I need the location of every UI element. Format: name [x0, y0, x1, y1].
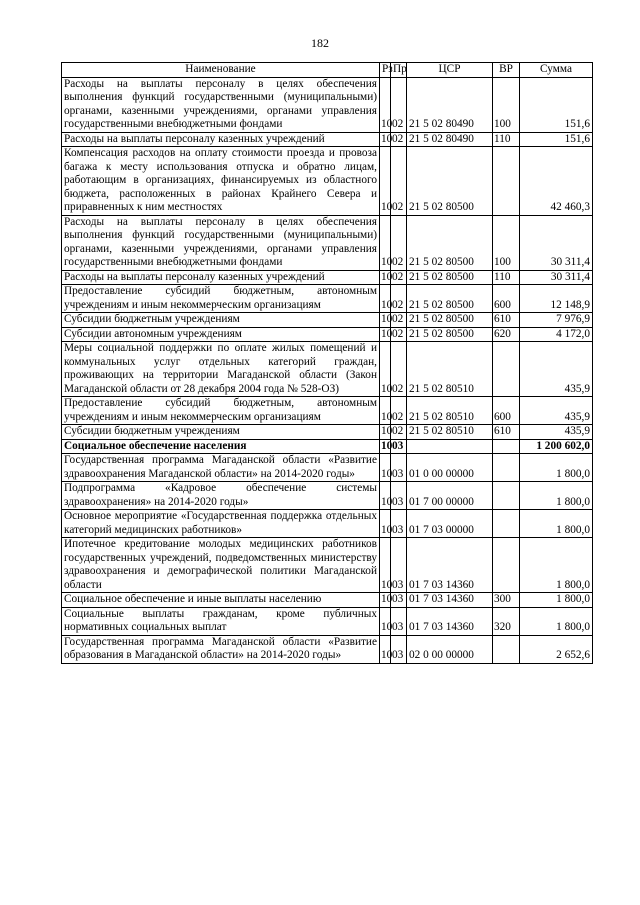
- cell-name: Государственная программа Магаданской области «Развитие образования в Магаданской области» на 2014-2020 годы»: [62, 635, 380, 663]
- table-row: [62, 439, 593, 454]
- cell-vr: 110: [493, 270, 520, 285]
- cell-vr: [493, 342, 520, 397]
- cell-rz: 10: [381, 313, 393, 325]
- cell-sum: 1 800,0: [520, 607, 593, 635]
- cell-csr: [407, 439, 493, 454]
- table-row: [62, 285, 593, 313]
- cell-rz: 10: [381, 439, 393, 452]
- cell-rz: 10: [380, 285, 391, 313]
- cell-csr: 21 5 02 80510: [407, 397, 493, 425]
- table-body: [62, 77, 593, 663]
- page-number: 182: [311, 36, 329, 50]
- table-row: [62, 397, 593, 425]
- cell-sum: 12 148,9: [520, 285, 593, 313]
- header-rz: Рз: [380, 63, 391, 78]
- cell-sum: 42 460,3: [520, 147, 593, 216]
- cell-pr: 03: [391, 635, 407, 663]
- cell-name: Предоставление субсидий бюджетным, автономным учреждениям и иным некоммерческим организациям: [62, 285, 380, 313]
- cell-name: Ипотечное кредитование молодых медицинских работников государственных учреждений, подведомственных министерству здравоохранения и демографической политики Магаданской области: [62, 538, 380, 593]
- cell-csr: 21 5 02 80490: [407, 132, 493, 147]
- table-row: [62, 607, 593, 635]
- cell-rz: 10: [380, 397, 391, 425]
- cell-vr: 100: [493, 215, 520, 270]
- cell-name: Расходы на выплаты персоналу в целях обеспечения выполнения функций государственными (муниципальными) органами, казенными учреждениями, органами управления государственными внебюджетными фондами: [62, 77, 380, 132]
- cell-name: Подпрограмма «Кадровое обеспечение системы здравоохранения» на 2014-2020 годы»: [62, 482, 380, 510]
- cell-name: Субсидии автономным учреждениям: [62, 327, 380, 342]
- cell-sum: 435,9: [520, 342, 593, 397]
- table-row: [62, 593, 593, 608]
- cell-rz: 10: [380, 342, 391, 397]
- table-row: [62, 510, 593, 538]
- cell-vr: 610: [493, 313, 520, 328]
- cell-name: Государственная программа Магаданской области «Развитие здравоохранения Магаданской области» на 2014-2020 годы»: [62, 454, 380, 482]
- cell-sum: 2 652,6: [520, 635, 593, 663]
- table-row: [62, 635, 593, 663]
- header-sum: Сумма: [520, 63, 593, 78]
- cell-vr: [493, 538, 520, 593]
- cell-pr: 02: [391, 313, 407, 328]
- table-row: [62, 342, 593, 397]
- cell-pr: 02: [391, 425, 407, 440]
- table-row: [62, 327, 593, 342]
- cell-vr: 320: [493, 607, 520, 635]
- cell-csr: 01 7 00 00000: [407, 482, 493, 510]
- table-row: [62, 538, 593, 593]
- cell-sum: 30 311,4: [520, 270, 593, 285]
- cell-name: Социальные выплаты гражданам, кроме публичных нормативных социальных выплат: [62, 607, 380, 635]
- cell-csr: 21 5 02 80490: [407, 77, 493, 132]
- cell-pr: 02: [391, 132, 407, 147]
- cell-sum: 1 800,0: [520, 482, 593, 510]
- cell-sum: 151,6: [520, 77, 593, 132]
- cell-vr: [493, 147, 520, 216]
- table-row: [62, 313, 593, 328]
- cell-csr: 21 5 02 80500: [407, 147, 493, 216]
- cell-rz: 10: [381, 270, 393, 283]
- table-row: [62, 132, 593, 147]
- cell-name: Социальное обеспечение и иные выплаты населению: [62, 593, 380, 608]
- cell-rz: 10: [381, 593, 393, 605]
- cell-vr: [493, 482, 520, 510]
- cell-pr: 02: [391, 397, 407, 425]
- cell-rz: 10: [381, 132, 393, 145]
- cell-pr: 03: [391, 593, 407, 608]
- cell-sum: 1 800,0: [520, 538, 593, 593]
- cell-vr: 300: [493, 593, 520, 608]
- cell-pr: 02: [391, 327, 407, 342]
- cell-csr: 01 7 03 14360: [407, 538, 493, 593]
- cell-name: Субсидии бюджетным учреждениям: [62, 313, 380, 328]
- table-row: [62, 77, 593, 132]
- cell-name: Субсидии бюджетным учреждениям: [62, 425, 380, 440]
- cell-csr: 01 7 03 14360: [407, 607, 493, 635]
- cell-name: Компенсация расходов на оплату стоимости проезда и провоза багажа к месту использования отпуска и обратно лицам, работающим в организациях, финансируемых из областного бюджета, расположенных в районах Крайнего Севера и приравненных к ним местностях: [62, 147, 380, 216]
- cell-csr: 21 5 02 80500: [407, 327, 493, 342]
- cell-sum: 30 311,4: [520, 215, 593, 270]
- cell-vr: [493, 454, 520, 482]
- cell-name: Социальное обеспечение населения: [62, 439, 380, 454]
- cell-rz: 10: [381, 327, 393, 340]
- cell-vr: 100: [493, 77, 520, 132]
- cell-sum: 7 976,9: [520, 313, 593, 328]
- cell-csr: 21 5 02 80500: [407, 215, 493, 270]
- cell-vr: 620: [493, 327, 520, 342]
- cell-csr: 21 5 02 80500: [407, 313, 493, 328]
- budget-table: [61, 62, 593, 664]
- cell-vr: 600: [493, 397, 520, 425]
- cell-pr: 03: [391, 482, 407, 510]
- cell-csr: 02 0 00 00000: [407, 635, 493, 663]
- cell-pr: 02: [391, 215, 407, 270]
- header-pr: Пр: [391, 63, 407, 78]
- header-csr: ЦСР: [407, 63, 493, 78]
- cell-sum: 151,6: [520, 132, 593, 147]
- cell-sum: 1 800,0: [520, 593, 593, 608]
- cell-csr: 21 5 02 80510: [407, 425, 493, 440]
- cell-vr: [493, 439, 520, 454]
- cell-rz: 10: [380, 607, 391, 635]
- cell-csr: 21 5 02 80500: [407, 285, 493, 313]
- cell-pr: 02: [391, 147, 407, 216]
- cell-vr: 600: [493, 285, 520, 313]
- table-row: [62, 215, 593, 270]
- cell-name: Предоставление субсидий бюджетным, автономным учреждениям и иным некоммерческим организациям: [62, 397, 380, 425]
- cell-rz: 10: [380, 635, 391, 663]
- cell-rz: 10: [380, 510, 391, 538]
- cell-rz: 10: [380, 215, 391, 270]
- cell-rz: 10: [380, 538, 391, 593]
- cell-rz: 10: [380, 454, 391, 482]
- cell-vr: [493, 635, 520, 663]
- cell-pr: 02: [391, 270, 407, 285]
- cell-pr: 03: [391, 454, 407, 482]
- cell-name: Меры социальной поддержки по оплате жилых помещений и коммунальных услуг отдельных категорий граждан, проживающих на территории Магаданской области (Закон Магаданской области от 28 декабря 2004 года № 528-ОЗ): [62, 342, 380, 397]
- table-row: [62, 425, 593, 440]
- cell-pr: 03: [391, 607, 407, 635]
- header-name: Наименование: [62, 63, 380, 78]
- cell-sum: 435,9: [520, 425, 593, 440]
- cell-rz: 10: [381, 425, 393, 437]
- table-row: [62, 482, 593, 510]
- cell-sum: 435,9: [520, 397, 593, 425]
- cell-vr: 610: [493, 425, 520, 440]
- cell-pr: 03: [391, 538, 407, 593]
- cell-sum: 1 200 602,0: [520, 439, 593, 454]
- cell-rz: 10: [380, 482, 391, 510]
- cell-pr: 02: [391, 342, 407, 397]
- cell-vr: [493, 510, 520, 538]
- table-row: [62, 147, 593, 216]
- cell-name: Расходы на выплаты персоналу казенных учреждений: [62, 270, 380, 285]
- cell-rz: 10: [380, 147, 391, 216]
- cell-name: Расходы на выплаты персоналу казенных учреждений: [62, 132, 380, 147]
- cell-rz: 10: [380, 77, 391, 132]
- cell-vr: 110: [493, 132, 520, 147]
- cell-name: Расходы на выплаты персоналу в целях обеспечения выполнения функций государственными (муниципальными) органами, казенными учреждениями, органами управления государственными внебюджетными фондами: [62, 215, 380, 270]
- cell-sum: 1 800,0: [520, 454, 593, 482]
- cell-csr: 01 7 03 14360: [407, 593, 493, 608]
- cell-sum: 4 172,0: [520, 327, 593, 342]
- cell-sum: 1 800,0: [520, 510, 593, 538]
- table-row: [62, 454, 593, 482]
- cell-pr: 03: [391, 510, 407, 538]
- table-header-row: [62, 63, 593, 78]
- cell-name: Основное мероприятие «Государственная поддержка отдельных категорий медицинских работников»: [62, 510, 380, 538]
- cell-pr: 02: [391, 285, 407, 313]
- header-vr: ВР: [493, 63, 520, 78]
- table-row: [62, 270, 593, 285]
- cell-csr: 21 5 02 80510: [407, 342, 493, 397]
- cell-csr: 21 5 02 80500: [407, 270, 493, 285]
- cell-pr: 02: [391, 77, 407, 132]
- cell-pr: 03: [391, 439, 407, 454]
- cell-csr: 01 7 03 00000: [407, 510, 493, 538]
- cell-csr: 01 0 00 00000: [407, 454, 493, 482]
